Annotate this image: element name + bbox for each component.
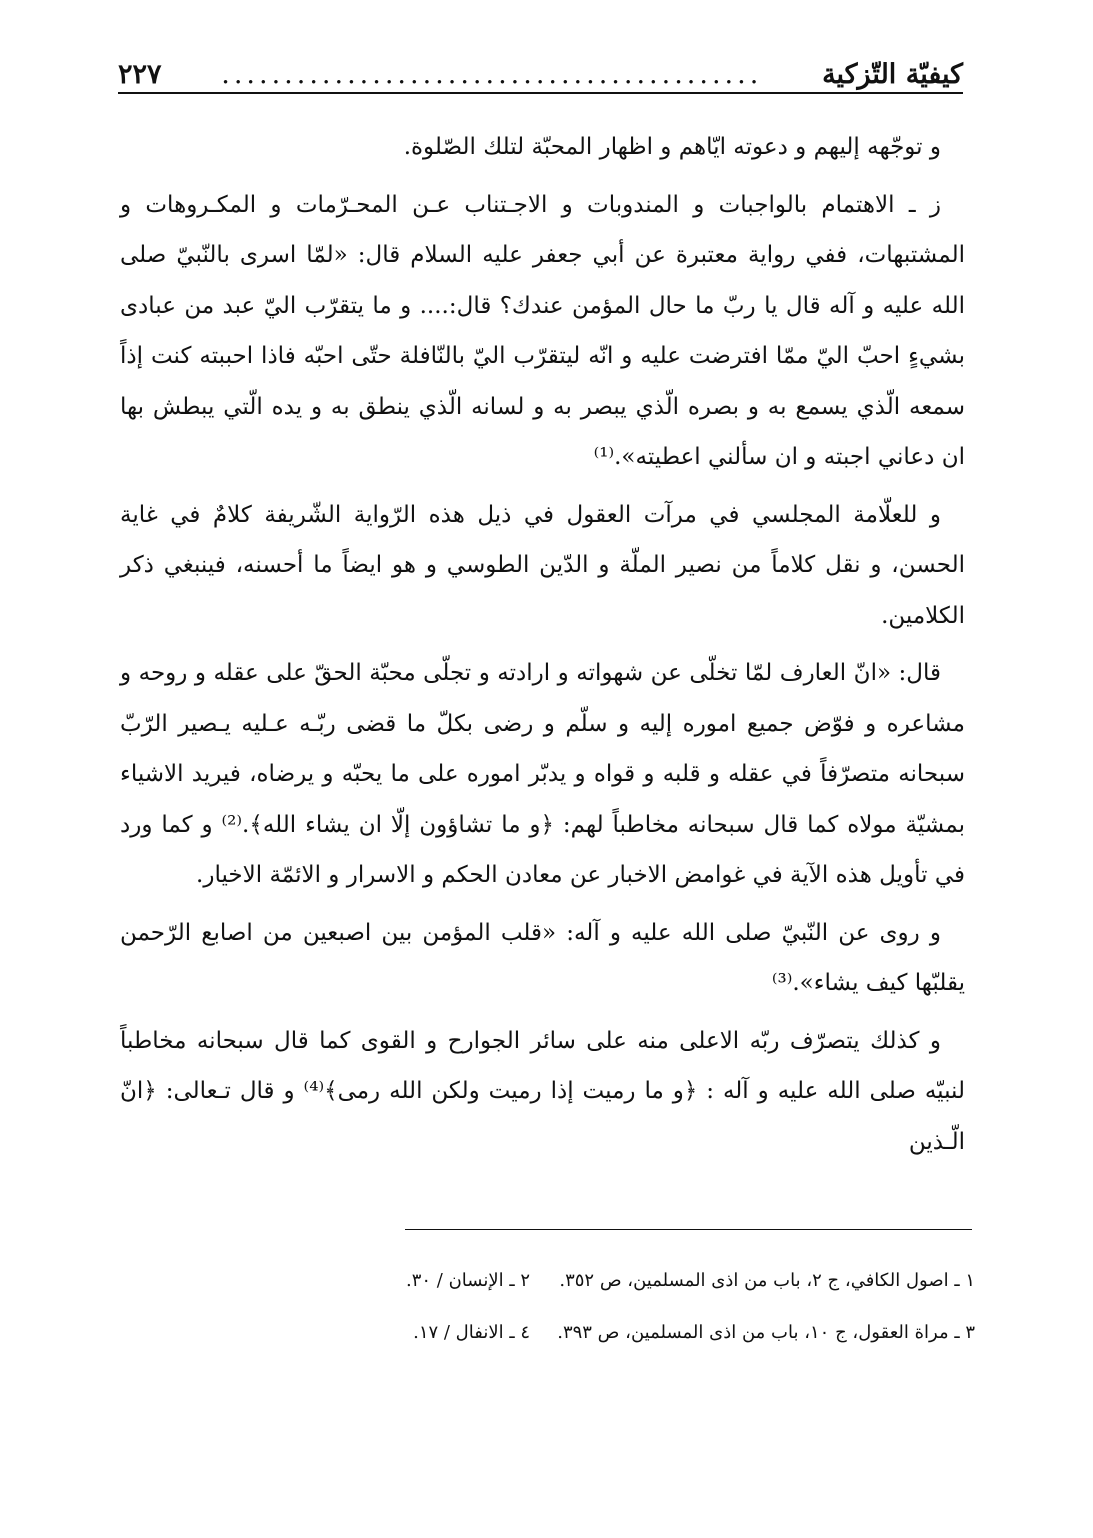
footnote-1: ١ ـ اصول الكافي، ج ٢، باب من اذى المسلمين، ص ٣٥٢. [559, 1270, 975, 1291]
paragraph: و روى عن النّبيّ صلی الله علیه و آله: «قلب المؤمن بين اصبعين من اصابع الرّحمن يقلبّها كيف يشاء».⁽³⁾ [120, 919, 965, 996]
footnote-3: ٣ ـ مراة العقول، ج ١٠، باب من اذى المسلمين، ص ٣٩٣. [557, 1322, 975, 1343]
footnote-row [150, 1255, 975, 1307]
footnote-2: ٢ ـ الإنسان / ٣٠. [405, 1270, 530, 1291]
paragraph: قال: «انّ العارف لمّا تخلّى عن شهواته و ارادته و تجلّى محبّة الحقّ على عقله و روحه و مشاعره و فوّض جميع اموره إليه و سلّم و رضى بكلّ ما قضى ربّـه عـليه يـصير الرّبّ سبحانه متصرّفاً في عقله و قلبه و قواه و يدبّر اموره على ما يحبّه و يرضاه، فيريد الاشياء بمشيّة مولاه كما قال سبحانه مخاطباً لهم: ﴿و ما تشاؤون إلّا ان يشاء الله﴾.⁽²⁾ و كما ورد في تأويل هذه الآية في غوامض الاخبار عن معادن الحكم و الاسرار و الائمّة الاخيار. [120, 660, 965, 888]
footnote-divider [405, 1229, 972, 1230]
running-header [118, 38, 963, 90]
header-divider [118, 92, 963, 94]
paragraph: ز ـ الاهتمام بالواجبات و المندوبات و الاجـتناب عـن المحـرّمات و المكـروهات و المشتبهات، ففي رواية معتبرة عن أبي جعفر عليه السلام قال: «لمّا اسرى بالنّبيّ صلی الله علیه و آله قال يا ربّ ما حال المؤمن عندك؟ قال:.... و ما يتقرّب اليّ عبد من عبادى بشيءٍ احبّ اليّ ممّا افترضت عليه و انّه ليتقرّب اليّ بالنّافلة حتّى احبّه فاذا احببته كنت إذاً سمعه الّذي يسمع به و بصره الّذي يبصر به و لسانه الّذي ينطق به و يده الّتي يبطش بها ان دعاني اجبته و ان سألني اعطيته».⁽¹⁾ [120, 191, 965, 470]
chapter-title: كيفيّة التّزكية [822, 59, 963, 90]
paragraph: و كذلك يتصرّف ربّه الاعلى منه على سائر الجوارح و القوى كما قال سبحانه مخاطباً لنبيّه صلی الله علیه و آله : ﴿و ما رميت إذا رميت ولكن الله رمى﴾⁽⁴⁾ و قال تـعالى: ﴿انّ الّـذين [120, 1027, 965, 1155]
footnotes [150, 1255, 975, 1359]
leader-dots: ........................................... [221, 59, 763, 90]
main-text [120, 122, 965, 1167]
paragraph: و للعلّامة المجلسي في مرآت العقول في ذيل هذه الرّواية الشّريفة كلامٌ في غاية الحسن، و نقل كلاماً من نصير الملّة و الدّين الطوسي و هو ايضاً ما أحسنه، فينبغي ذكر الكلامين. [120, 501, 965, 629]
paragraph: و توجّهه إليهم و دعوته ايّاهم و اظهار المحبّة لتلك الصّلوة. [403, 134, 941, 160]
footnote-4: ٤ ـ الانفال / ١٧. [413, 1322, 530, 1343]
footnote-row [150, 1307, 975, 1359]
page-number: ۲۲۷ [118, 59, 162, 90]
